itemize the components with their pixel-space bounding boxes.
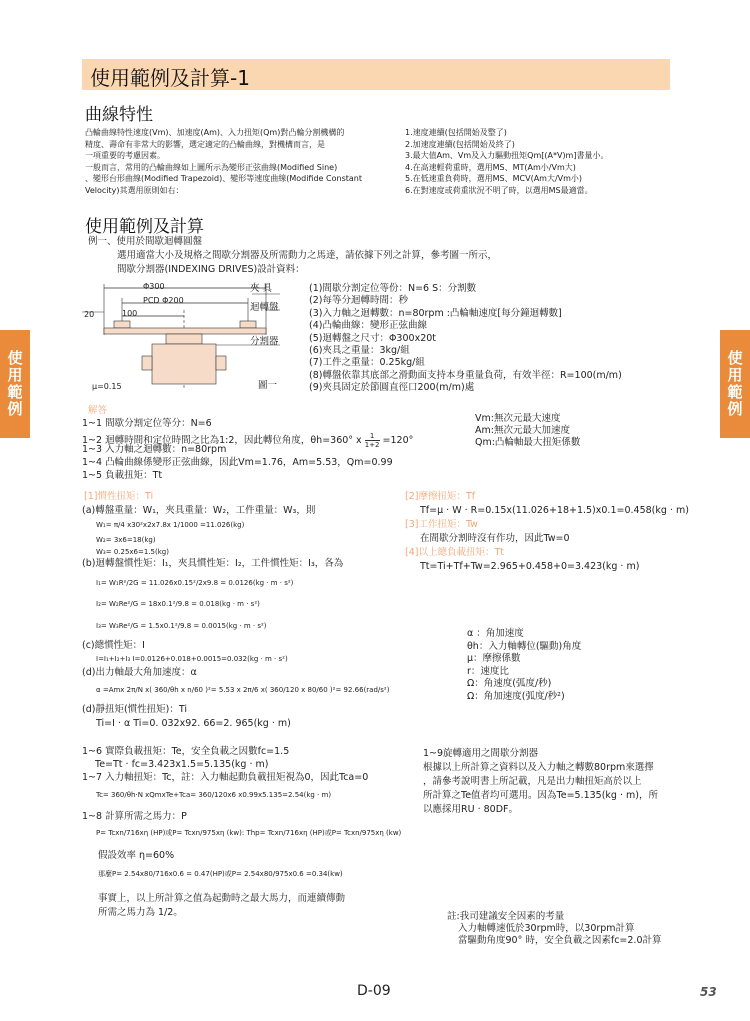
- label-disc: 迴轉盤: [250, 302, 279, 313]
- example-intro-2: 選用適當大小及規格之間歇分割器及所需動力之馬達，請依據下列之計算，參考圖一所示，: [117, 250, 498, 261]
- s6-line-9: 事實上，以上所計算之值為起動時之最大馬力，而連續傳動: [98, 893, 346, 904]
- curve-left-line: 一般而言，常用的凸輪曲線如上圖所示為變形正弦曲線(Modified Sine): [85, 162, 338, 172]
- i1-eq: I₁= W₁R²/2G = 11.026x0.15²/2x9.8 = 0.0126(kg · m · s²): [96, 579, 294, 587]
- qm-note: Qm:凸輪軸最大扭矩係數: [475, 437, 581, 448]
- s9-line-1: 1~9旋轉適用之間歇分割器: [423, 748, 539, 759]
- vm-note: Vm:無次元最大速度: [475, 413, 561, 424]
- i2-eq: I₂= W₂Re²/G = 18x0.1²/9.8 = 0.018(kg · m · s²): [96, 600, 260, 608]
- spec-item: (3)入力軸之迴轉數：n=80rpm :凸輪軸速度[每分鐘迴轉數]: [309, 307, 562, 319]
- fraction-den: 1+2: [364, 441, 380, 449]
- friction-title: [2]摩擦扭矩：Tf: [405, 491, 476, 502]
- mu-label: μ=0.15: [92, 382, 122, 391]
- spec-item: (2)每等分迴轉時間：秒: [309, 295, 408, 307]
- power-eq: P= Tcxn/716xη (HP)或P= Tcxn/975xη (kw): Thp= Tcxn/716xη (HP)或P= Tcxn/975xη (kw): [96, 829, 402, 837]
- example-intro-1: 例一、使用於間歇迴轉圓盤: [88, 236, 203, 247]
- solution-line-3: 1~3 入力軸之迴轉數：n=80rpm: [82, 444, 227, 455]
- legend-item: θh：入力軸轉位(驅動)角度: [467, 640, 582, 652]
- legend-item: μ：摩擦係數: [467, 653, 521, 664]
- note-line-3: 當驅動角度90° 時，安全負載之因素fc=2.0計算: [458, 935, 662, 946]
- curve-right-line: 6.在對速度或荷重狀況不明了時，以選用MS最適當。: [405, 185, 593, 195]
- note-line-2: 入力軸轉速低於30rpm時，以30rpm計算: [458, 923, 635, 934]
- spec-item: (5)迴轉盤之尺寸：Φ300x20t: [309, 332, 437, 344]
- legend-item: Ω：角加速度(弧度/秒²): [467, 690, 565, 702]
- inertia-c-line: (c)總慣性矩：I: [82, 640, 145, 651]
- ti-eq: Ti=I · α Ti=0. 032x92. 66=2. 965(kg · m): [96, 718, 291, 729]
- spec-item: (1)間歇分割定位等份：N=6 S：分割數: [309, 283, 477, 294]
- label-indexer: 分割器: [250, 336, 279, 347]
- solution-label: 解答: [88, 405, 108, 416]
- curve-left-line: 、變形台形曲線(Modified Trapezoid)、變形等速度曲線(Modifide Constant: [85, 174, 362, 183]
- dim-100: 100: [122, 309, 138, 318]
- spec-item: (7)工件之重量：0.25kg/組: [309, 357, 425, 369]
- s6-line-2: Te=Tt · fc=3.423x1.5=5.135(kg · m): [95, 759, 269, 770]
- note-line-1: 註:我司建議安全因素的考量: [447, 911, 565, 922]
- spec-item: (4)凸輪曲線：變形正弦曲線: [309, 320, 427, 332]
- spec-item: (6)夾具之重量：3kg/組: [309, 345, 410, 357]
- label-clamp: 夾 具: [250, 283, 273, 294]
- curve-left-line: Velocity)其選用原則如右：: [85, 185, 184, 195]
- page-title: 使用範例及計算-1: [90, 66, 250, 90]
- curve-left-text: [85, 127, 362, 196]
- legend-item: Ω：角速度(弧度/秒): [467, 678, 552, 689]
- efficiency-line: 假設效率 η=60%: [98, 850, 175, 861]
- work-title: [3]工作扭矩：Tw: [405, 519, 478, 530]
- spec-item: (8)轉盤依靠其底部之滑動面支持本身重量負荷，有效半徑：R=100(m/m): [309, 369, 622, 381]
- symbol-legend: [467, 628, 581, 703]
- work-line: 在間歇分割時沒有作功，因此Tw=0: [420, 533, 570, 544]
- am-note: Am:無次元最大加速度: [475, 425, 570, 436]
- dim-20: 20: [84, 310, 95, 319]
- solution-line-4: 1~4 凸輪曲線係變形正弦曲線，因此Vm=1.76，Am=5.53，Qm=0.99: [82, 457, 393, 468]
- side-tab-left: 使用範例: [0, 330, 30, 438]
- total-title: [4]以上總負載扭矩：Tt: [405, 547, 504, 558]
- footer-code: D-09: [357, 983, 391, 999]
- curve-left-line: 一項重要的考慮因素。: [85, 151, 165, 160]
- solution-line-5: 1~5 負載扭矩：Tt: [82, 470, 163, 481]
- s6-line-5: 1~8 計算所需之馬力：P: [82, 811, 187, 822]
- dim-phi300: Φ300: [143, 282, 165, 291]
- inertia-title: [1]慣性扭矩：Ti: [84, 491, 154, 502]
- total-inertia-eq: I=I₁+I₂+I₃ I=0.0126+0.018+0.0015=0.032(kg · m · s²): [96, 655, 288, 663]
- header-bar: [82, 59, 670, 90]
- input-shaft-left: [142, 356, 152, 370]
- w1-eq: W₁= π/4 x30²x2x7.8x 1/1000 =11.026(kg): [96, 521, 245, 529]
- power-result-eq: 那麼P= 2.54x80/716x0.6 = 0.47(HP)或P= 2.54x80/975x0.6 =0.34(kw): [98, 870, 343, 878]
- rotary-disc: [104, 328, 266, 334]
- s9-line-2: 根據以上所計算之資料以及入力軸之轉數80rpm來選擇: [423, 762, 654, 773]
- s9-line-3: ，請參考說明書上所記載，凡是出力軸扭矩高於以上: [423, 776, 642, 787]
- i3-eq: I₃= W₃Re²/G = 1.5x0.1²/9.8 = 0.0015(kg · m · s²): [96, 622, 267, 630]
- s6-line-1: 1~6 實際負載扭矩：Te，安全負載之因數fc=1.5: [82, 746, 290, 757]
- inertia-d2-line: (d)靜扭矩(慣性扭矩)：Ti: [82, 704, 188, 715]
- fraction-num: 1: [365, 432, 380, 441]
- s9-line-5: 以應採用RU · 80DF。: [423, 804, 518, 815]
- example-heading: 使用範例及計算: [85, 217, 204, 237]
- legend-item: r：速度比: [467, 665, 509, 677]
- curve-heading: 曲線特性: [85, 105, 153, 125]
- page-number: 53: [700, 985, 717, 999]
- friction-eq: Tf=μ · W · R=0.15x(11.026+18+1.5)x0.1=0.458(kg · m): [420, 505, 689, 516]
- input-shaft-right: [216, 356, 226, 370]
- dim-pcd: PCD Φ200: [143, 296, 184, 305]
- solution-line-2-result: =120°: [382, 435, 414, 446]
- legend-item: α ：角加速度: [467, 628, 524, 639]
- curve-right-text: [405, 127, 608, 196]
- clamp-left: [114, 321, 130, 328]
- s9-line-4: 所計算之Te值者均可選用。因為Te=5.135(kg · m)，所: [423, 790, 658, 801]
- s6-line-10: 所需之馬力為 1/2。: [98, 907, 183, 918]
- example-intro-3: 間歇分割器(INDEXING DRIVES)設計資料：: [117, 264, 305, 275]
- solution-line-2-text: 1~2 迴轉時間和定位時間之比為1:2，因此轉位角度，θh=360° x: [82, 435, 362, 446]
- w2-eq: W₂= 3x6=18(kg): [96, 536, 156, 544]
- inertia-b-line: (b)迴轉盤慣性矩：I₁，夾具慣性矩：I₂，工件慣性矩：I₃，各為: [82, 558, 344, 569]
- solution-line-1: 1~1 間歇分割定位等分：N=6: [82, 418, 212, 429]
- curve-right-line: 1.速度連續(包括開始及整了): [405, 128, 507, 137]
- inertia-d1-line: (d)出力軸最大角加速度：α: [82, 667, 197, 678]
- curve-left-line: 精度、壽命有非常大的影響，選定適定的凸輪曲線，對機構而言，是: [85, 139, 325, 149]
- spec-item: (9)夾具固定於節圓直徑口200(m/m)處: [309, 382, 475, 394]
- curve-right-line: 4.在高速輕荷重時，選用MS、MT(Am小/Vm大): [405, 162, 576, 172]
- alpha-eq: α =Amx 2π/N x( 360/θh x n/60 )²= 5.53 x 2π/6 x( 360/120 x 80/60 )²= 92.66(rad/s²): [96, 686, 390, 694]
- side-tab-right: 使用範例: [720, 330, 750, 438]
- curve-right-line: 3.最大值Am、Vm及入力驅動扭矩Qm[(A*V)m]書量小。: [405, 151, 609, 160]
- clamp-right: [240, 321, 256, 328]
- tc-eq: Tc= 360/θh·N xQmxTe+Tca= 360/120x6 x0.99x5.135=2.54(kg · m): [96, 791, 332, 799]
- curve-left-line: 凸輪曲線特性速度(Vm)、加速度(Am)、入力扭矩(Qm)對凸輪分割機構的: [85, 128, 345, 137]
- shaft-flange: [166, 334, 202, 344]
- inertia-a-line: (a)轉盤重量：W₁，夾具重量：W₂，工件重量：W₃，則: [82, 505, 316, 516]
- w3-eq: W₃= 0.25x6=1.5(kg): [96, 548, 169, 556]
- spec-list: [309, 283, 622, 395]
- s6-line-3: 1~7 入力軸扭矩：Tc，註：入力軸起動負載扭矩視為0，因此Tca=0: [82, 772, 369, 783]
- indexer-body: [152, 344, 216, 384]
- total-eq: Tt=Ti+Tf+Tw=2.965+0.458+0=3.423(kg · m): [420, 561, 640, 572]
- ratio-fraction: [365, 432, 380, 449]
- curve-right-line: 2.加速度連續(包括開始及終了): [405, 139, 515, 149]
- figure-caption: 圖一: [258, 380, 278, 391]
- curve-right-line: 5.在低速重負荷時，選用MS、MCV(Am大/Vm小): [405, 174, 583, 183]
